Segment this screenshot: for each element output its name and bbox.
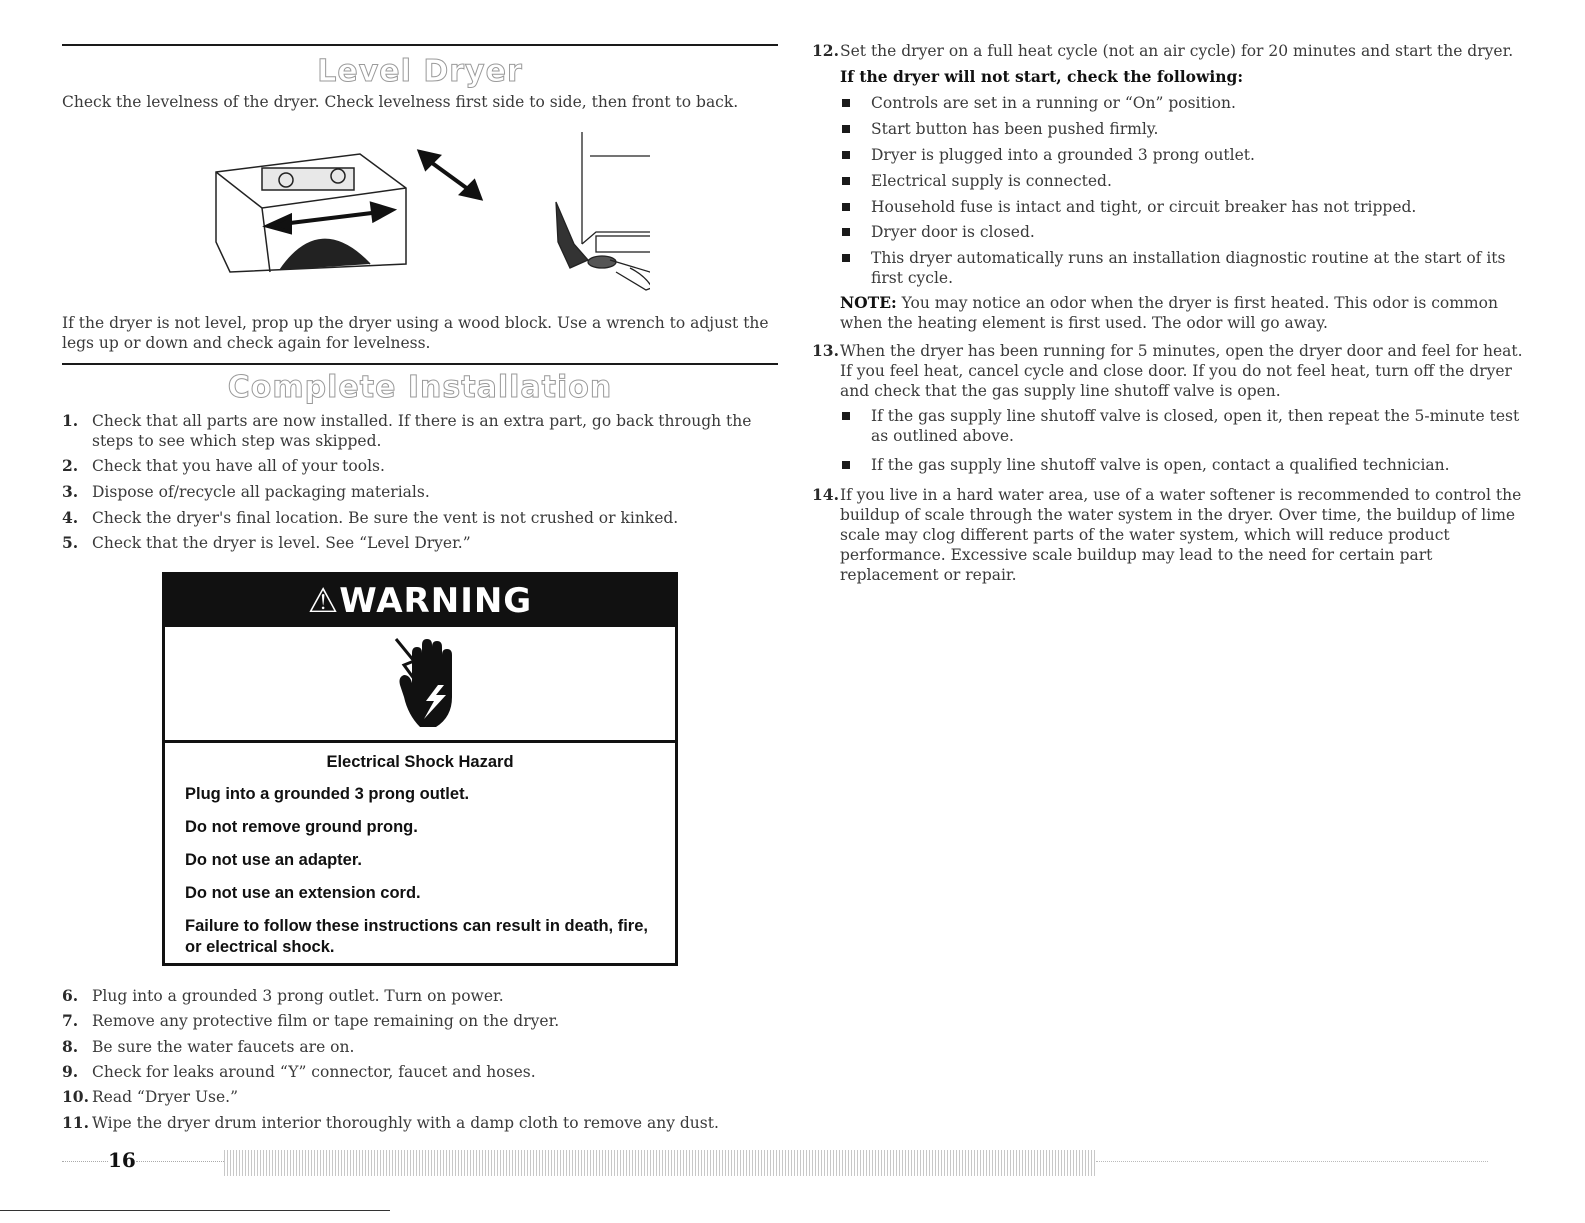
- bullet-square-icon: [842, 177, 850, 185]
- section-rule: [62, 44, 778, 46]
- warning-title: Electrical Shock Hazard: [326, 753, 514, 771]
- warning-triangle-icon: ⚠: [307, 581, 340, 621]
- note-label: NOTE:: [840, 293, 897, 312]
- list-item: If the gas supply line shutoff valve is closed, open it, then repeat the 5-minute test as outlined above.: [840, 406, 1520, 446]
- list-item: Household fuse is intact and tight, or circuit breaker has not tripped.: [840, 197, 1520, 217]
- warning-line: Plug into a grounded 3 prong outlet.: [185, 785, 470, 803]
- warning-label: WARNING: [339, 581, 533, 621]
- list-item: 11. Wipe the dryer drum interior thoroughly with a damp cloth to remove any dust.: [62, 1113, 719, 1132]
- warning-icon-area: [165, 627, 675, 743]
- list-item: This dryer automatically runs an installation diagnostic routine at the start of its first cycle.: [840, 248, 1520, 288]
- bullet-square-icon: [842, 254, 850, 262]
- warning-line: Do not remove ground prong.: [185, 818, 418, 836]
- level-dryer-intro: Check the levelness of the dryer. Check levelness first side to side, then front to back.: [62, 93, 739, 111]
- list-item: 2. Check that you have all of your tools.: [62, 456, 385, 475]
- list-item: Dryer is plugged into a grounded 3 prong outlet.: [840, 145, 1520, 165]
- list-item: Start button has been pushed firmly.: [840, 119, 1520, 139]
- dryer-level-illustration: [210, 132, 650, 304]
- note-paragraph: [840, 293, 1530, 333]
- warning-header: [165, 575, 675, 627]
- front-to-back-arrow-icon: [420, 152, 480, 198]
- list-item: 10. Read “Dryer Use.”: [62, 1087, 239, 1106]
- list-item: 9. Check for leaks around “Y” connector, faucet and hoses.: [62, 1062, 536, 1081]
- bottom-rule: [0, 1210, 390, 1211]
- bullet-square-icon: [842, 461, 850, 469]
- note-text: You may notice an odor when the dryer is first heated. This odor is common when the heating element is first used. The odor will go away.: [840, 294, 1498, 332]
- list-item: 3. Dispose of/recycle all packaging materials.: [62, 482, 430, 501]
- footer-dotted-line: [1096, 1161, 1488, 1162]
- footer-dotted-line: [62, 1161, 108, 1162]
- bullet-square-icon: [842, 412, 850, 420]
- list-item: 14. If you live in a hard water area, use of a water softener is recommended to control the buildup of scale through the water system in the dryer. Over time, the buildup of lime scale may clog different parts of the water system, which will reduce product performance. Excessive scale buildup may lead to the need for certain part replacement or repair.: [812, 485, 1522, 584]
- list-item: 8. Be sure the water faucets are on.: [62, 1037, 355, 1056]
- list-item: Controls are set in a running or “On” position.: [840, 93, 1520, 113]
- bullet-square-icon: [842, 151, 850, 159]
- list-item: Electrical supply is connected.: [840, 171, 1520, 191]
- shock-hazard-hand-icon: [390, 635, 460, 731]
- list-item: If the gas supply line shutoff valve is open, contact a qualified technician.: [840, 455, 1520, 475]
- warning-line: Do not use an adapter.: [185, 851, 362, 869]
- list-item: 1. Check that all parts are now installed. If there is an extra part, go back through the steps to see which step was skipped.: [62, 411, 752, 450]
- bullet-square-icon: [842, 228, 850, 236]
- complete-installation-heading: Complete Installation: [227, 370, 613, 405]
- list-item: 6. Plug into a grounded 3 prong outlet. Turn on power.: [62, 986, 504, 1005]
- level-dryer-heading: Level Dryer: [317, 54, 523, 89]
- footer-bar: [224, 1150, 1096, 1176]
- bullet-square-icon: [842, 125, 850, 133]
- list-item: 12. Set the dryer on a full heat cycle (not an air cycle) for 20 minutes and start the dryer.: [812, 41, 1514, 60]
- list-item: 13. When the dryer has been running for 5 minutes, open the dryer door and feel for heat. If you feel heat, cancel cycle and close door. If you do not feel heat, turn off the dryer and check that the gas supply line shutoff valve is open.: [812, 341, 1523, 400]
- list-item: Dryer door is closed.: [840, 222, 1520, 242]
- section-rule: [62, 363, 778, 365]
- list-item: 4. Check the dryer's final location. Be sure the vent is not crushed or kinked.: [62, 508, 679, 527]
- check-heading: If the dryer will not start, check the following:: [840, 67, 1244, 86]
- warning-line: Do not use an extension cord.: [185, 884, 421, 902]
- page-number: 16: [108, 1148, 136, 1172]
- list-item: 7. Remove any protective film or tape remaining on the dryer.: [62, 1011, 560, 1030]
- footer-dotted-line: [136, 1161, 224, 1162]
- warning-line: Failure to follow these instructions can result in death, fire, or electrical shock.: [185, 917, 648, 956]
- list-item: 5. Check that the dryer is level. See “Level Dryer.”: [62, 533, 471, 552]
- bullet-square-icon: [842, 99, 850, 107]
- warning-text: [165, 743, 675, 958]
- bullet-square-icon: [842, 203, 850, 211]
- wrench-leg-drawing: [556, 132, 650, 296]
- warning-box: [162, 572, 678, 966]
- level-dryer-instructions: If the dryer is not level, prop up the dryer using a wood block. Use a wrench to adjust the legs up or down and check again for levelness.: [62, 314, 769, 352]
